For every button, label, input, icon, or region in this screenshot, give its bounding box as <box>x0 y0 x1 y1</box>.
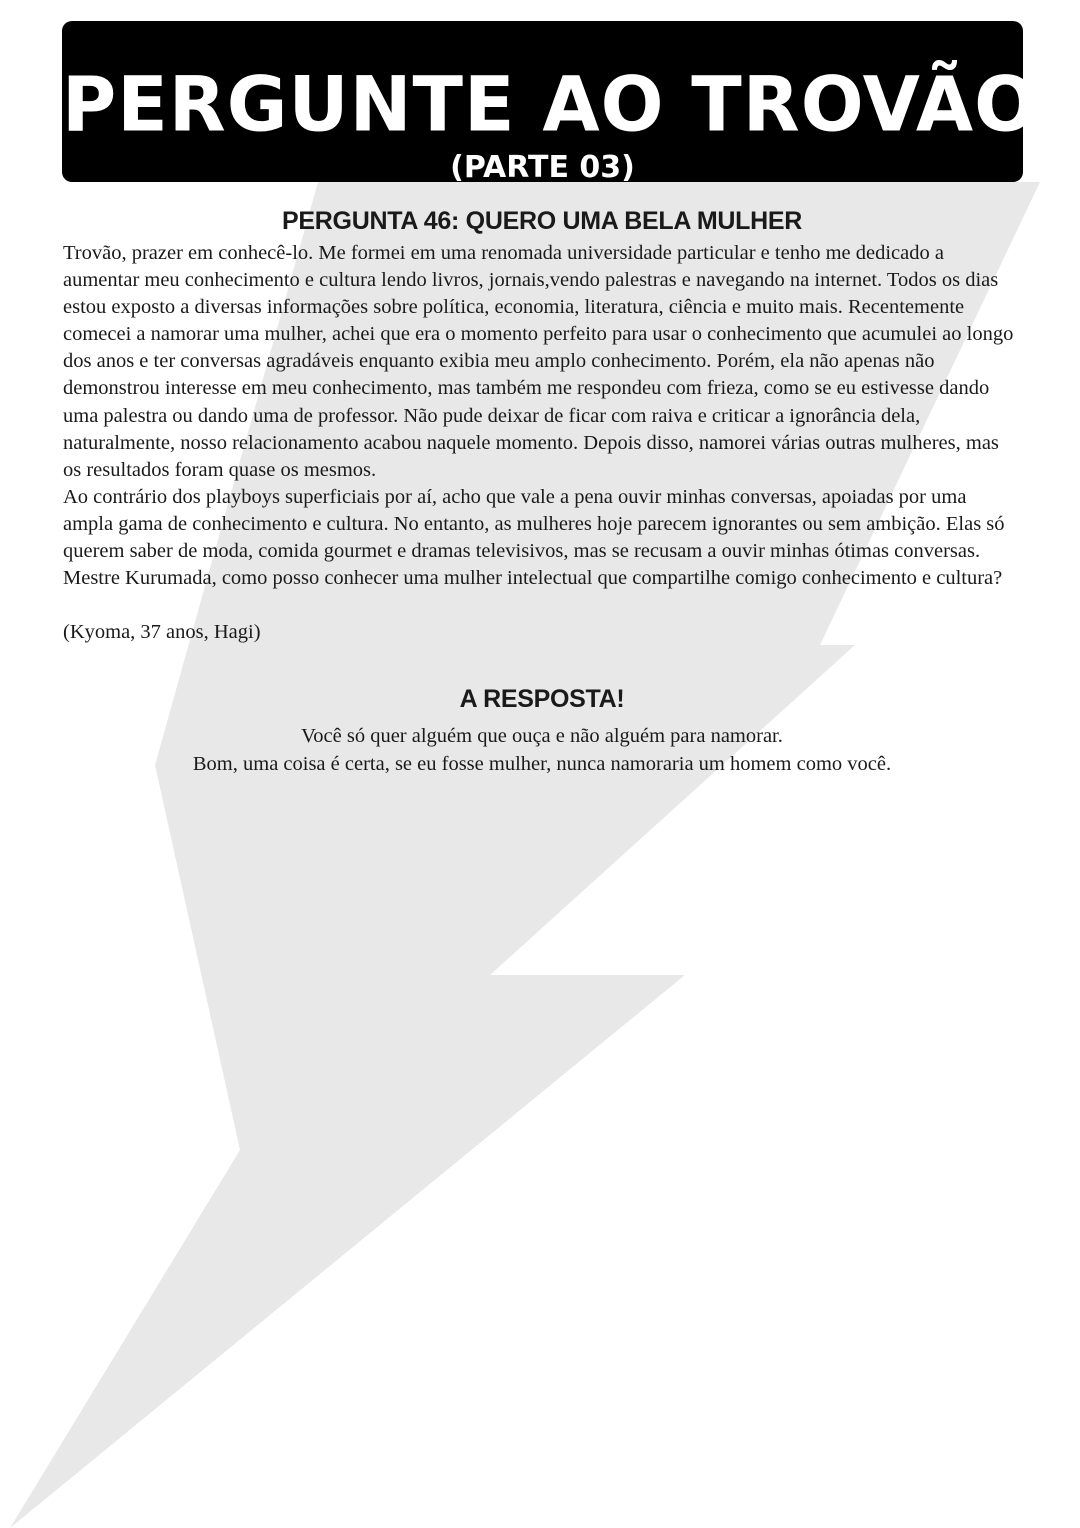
answer-title: A RESPOSTA! <box>459 685 625 714</box>
question-title: PERGUNTA 46: QUERO UMA BELA MULHER <box>282 207 802 235</box>
page-title: PERGUNTE AO TROVÃO! <box>62 61 1073 149</box>
answer-line-1: Você só quer alguém que ouça e não alguém para namorar. <box>301 725 783 748</box>
question-body <box>63 240 1021 646</box>
question-paragraph-2: Ao contrário dos playboys superficiais por aí, acho que vale a pena ouvir minhas conversas, apoiadas por uma ampla gama de conhecimento e cultura. No entanto, as mulheres hoje parecem ignorantes ou sem ambição. Elas só querem saber de moda, comida gourmet e dramas televisivos, mas se recusam a ouvir minhas ótimas conversas. Mestre Kurumada, como posso conhecer uma mulher intelectual que compartilhe comigo conhecimento e cultura? <box>63 485 1005 590</box>
answer-line-2: Bom, uma coisa é certa, se eu fosse mulher, nunca namoraria um homem como você. <box>192 753 892 776</box>
question-signature: (Kyoma, 37 anos, Hagi) <box>63 621 261 644</box>
question-paragraph-1: Trovão, prazer em conhecê-lo. Me formei em uma renomada universidade particular e tenho me dedicado a aumentar meu conhecimento e cultura lendo livros, jornais,vendo palestras e navegando na internet. Todos os dias estou exposto a diversas informações sobre política, economia, literatura, ciência e muito mais. Recentemente comecei a namorar uma mulher, achei que era o momento perfeito para usar o conhecimento que acumulei ao longo dos anos e ter conversas agradáveis enquanto exibia meu amplo conhecimento. Porém, ela não apenas não demonstrou interesse em meu conhecimento, mas também me respondeu com frieza, como se eu estivesse dando uma palestra ou dando uma de professor. Não pude deixar de ficar com raiva e criticar a ignorância dela, naturalmente, nosso relacionamento acabou naquele momento. Depois disso, namorei várias outras mulheres, mas os resultados foram quase os mesmos. <box>63 242 1014 481</box>
article-content <box>63 202 1021 778</box>
header-banner <box>62 21 1073 185</box>
answer-body <box>63 722 1021 778</box>
page-subtitle: (PARTE 03) <box>450 150 635 185</box>
